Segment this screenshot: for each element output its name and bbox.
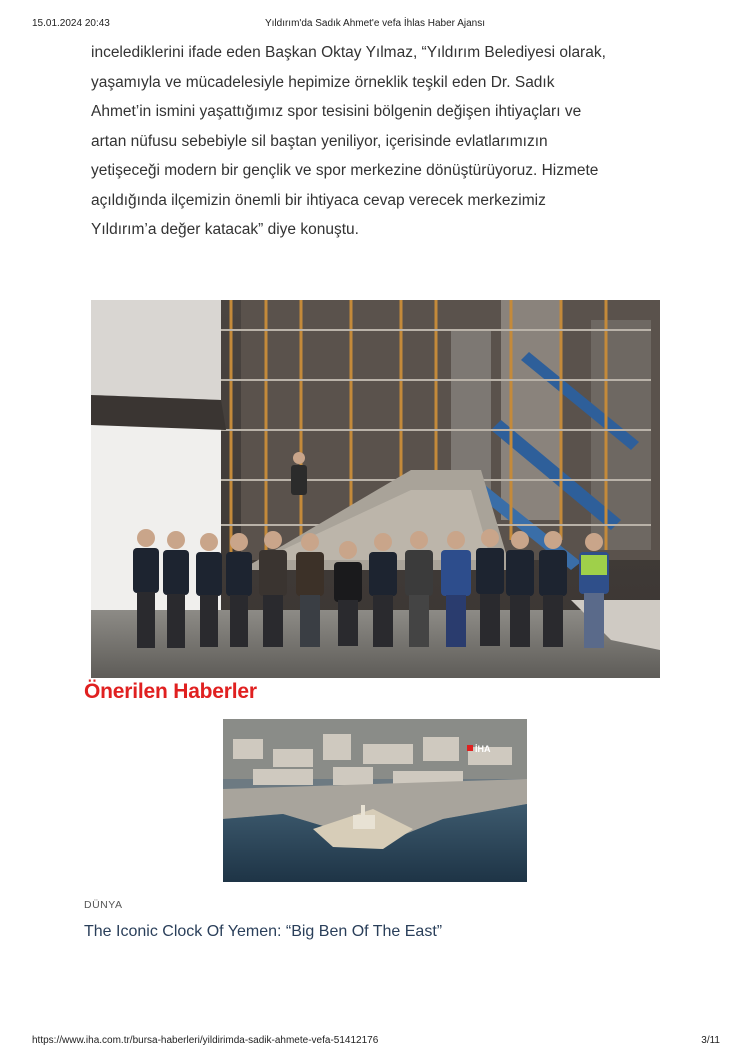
article-line: artan nüfusu sebebiyle sil baştan yeniliyor, içerisinde evlatlarımızın — [91, 132, 548, 150]
article-line: yaşamıyla ve mücadelesiyle hepimize örneklik teşkil eden Dr. Sadık — [91, 73, 555, 91]
article-line: incelediklerini ifade eden Başkan Oktay Yılmaz, “Yıldırım Belediyesi olarak, — [91, 44, 606, 61]
article-photo — [91, 300, 660, 678]
suggested-item-category: DÜNYA — [84, 899, 123, 911]
article-line: Yıldırım’a değer katacak” diye konuştu. — [91, 221, 359, 238]
page-number: 3/11 — [701, 1035, 720, 1046]
article-line: Ahmet’in ismini yaşattığımız spor tesisini bölgenin değişen ihtiyaçları ve — [91, 103, 582, 120]
print-page-title: Yıldırım'da Sadık Ahmet'e vefa İhlas Haber Ajansı — [264, 18, 486, 29]
aerial-city-photo — [223, 719, 527, 882]
article-paragraph — [91, 38, 671, 245]
construction-group-photo — [91, 300, 660, 678]
print-datetime: 15.01.2024 20:43 — [32, 18, 110, 29]
print-url: https://www.iha.com.tr/bursa-haberleri/yildirimda-sadik-ahmete-vefa-51412176 — [32, 1035, 379, 1046]
article-body — [91, 38, 671, 245]
suggested-item-image[interactable] — [223, 719, 527, 882]
article-line: yetişeceği modern bir gençlik ve spor merkezine dönüştürüyoruz. Hizmete — [91, 162, 599, 179]
suggested-news-heading: Önerilen Haberler — [84, 680, 257, 703]
iha-watermark: İHA — [475, 744, 491, 754]
article-line: açıldığında ilçemizin önemli bir ihtiyaca cevap verecek merkezimiz — [91, 191, 546, 209]
suggested-item-title-link[interactable]: The Iconic Clock Of Yemen: “Big Ben Of The East” — [84, 923, 443, 940]
print-header — [0, 18, 750, 32]
